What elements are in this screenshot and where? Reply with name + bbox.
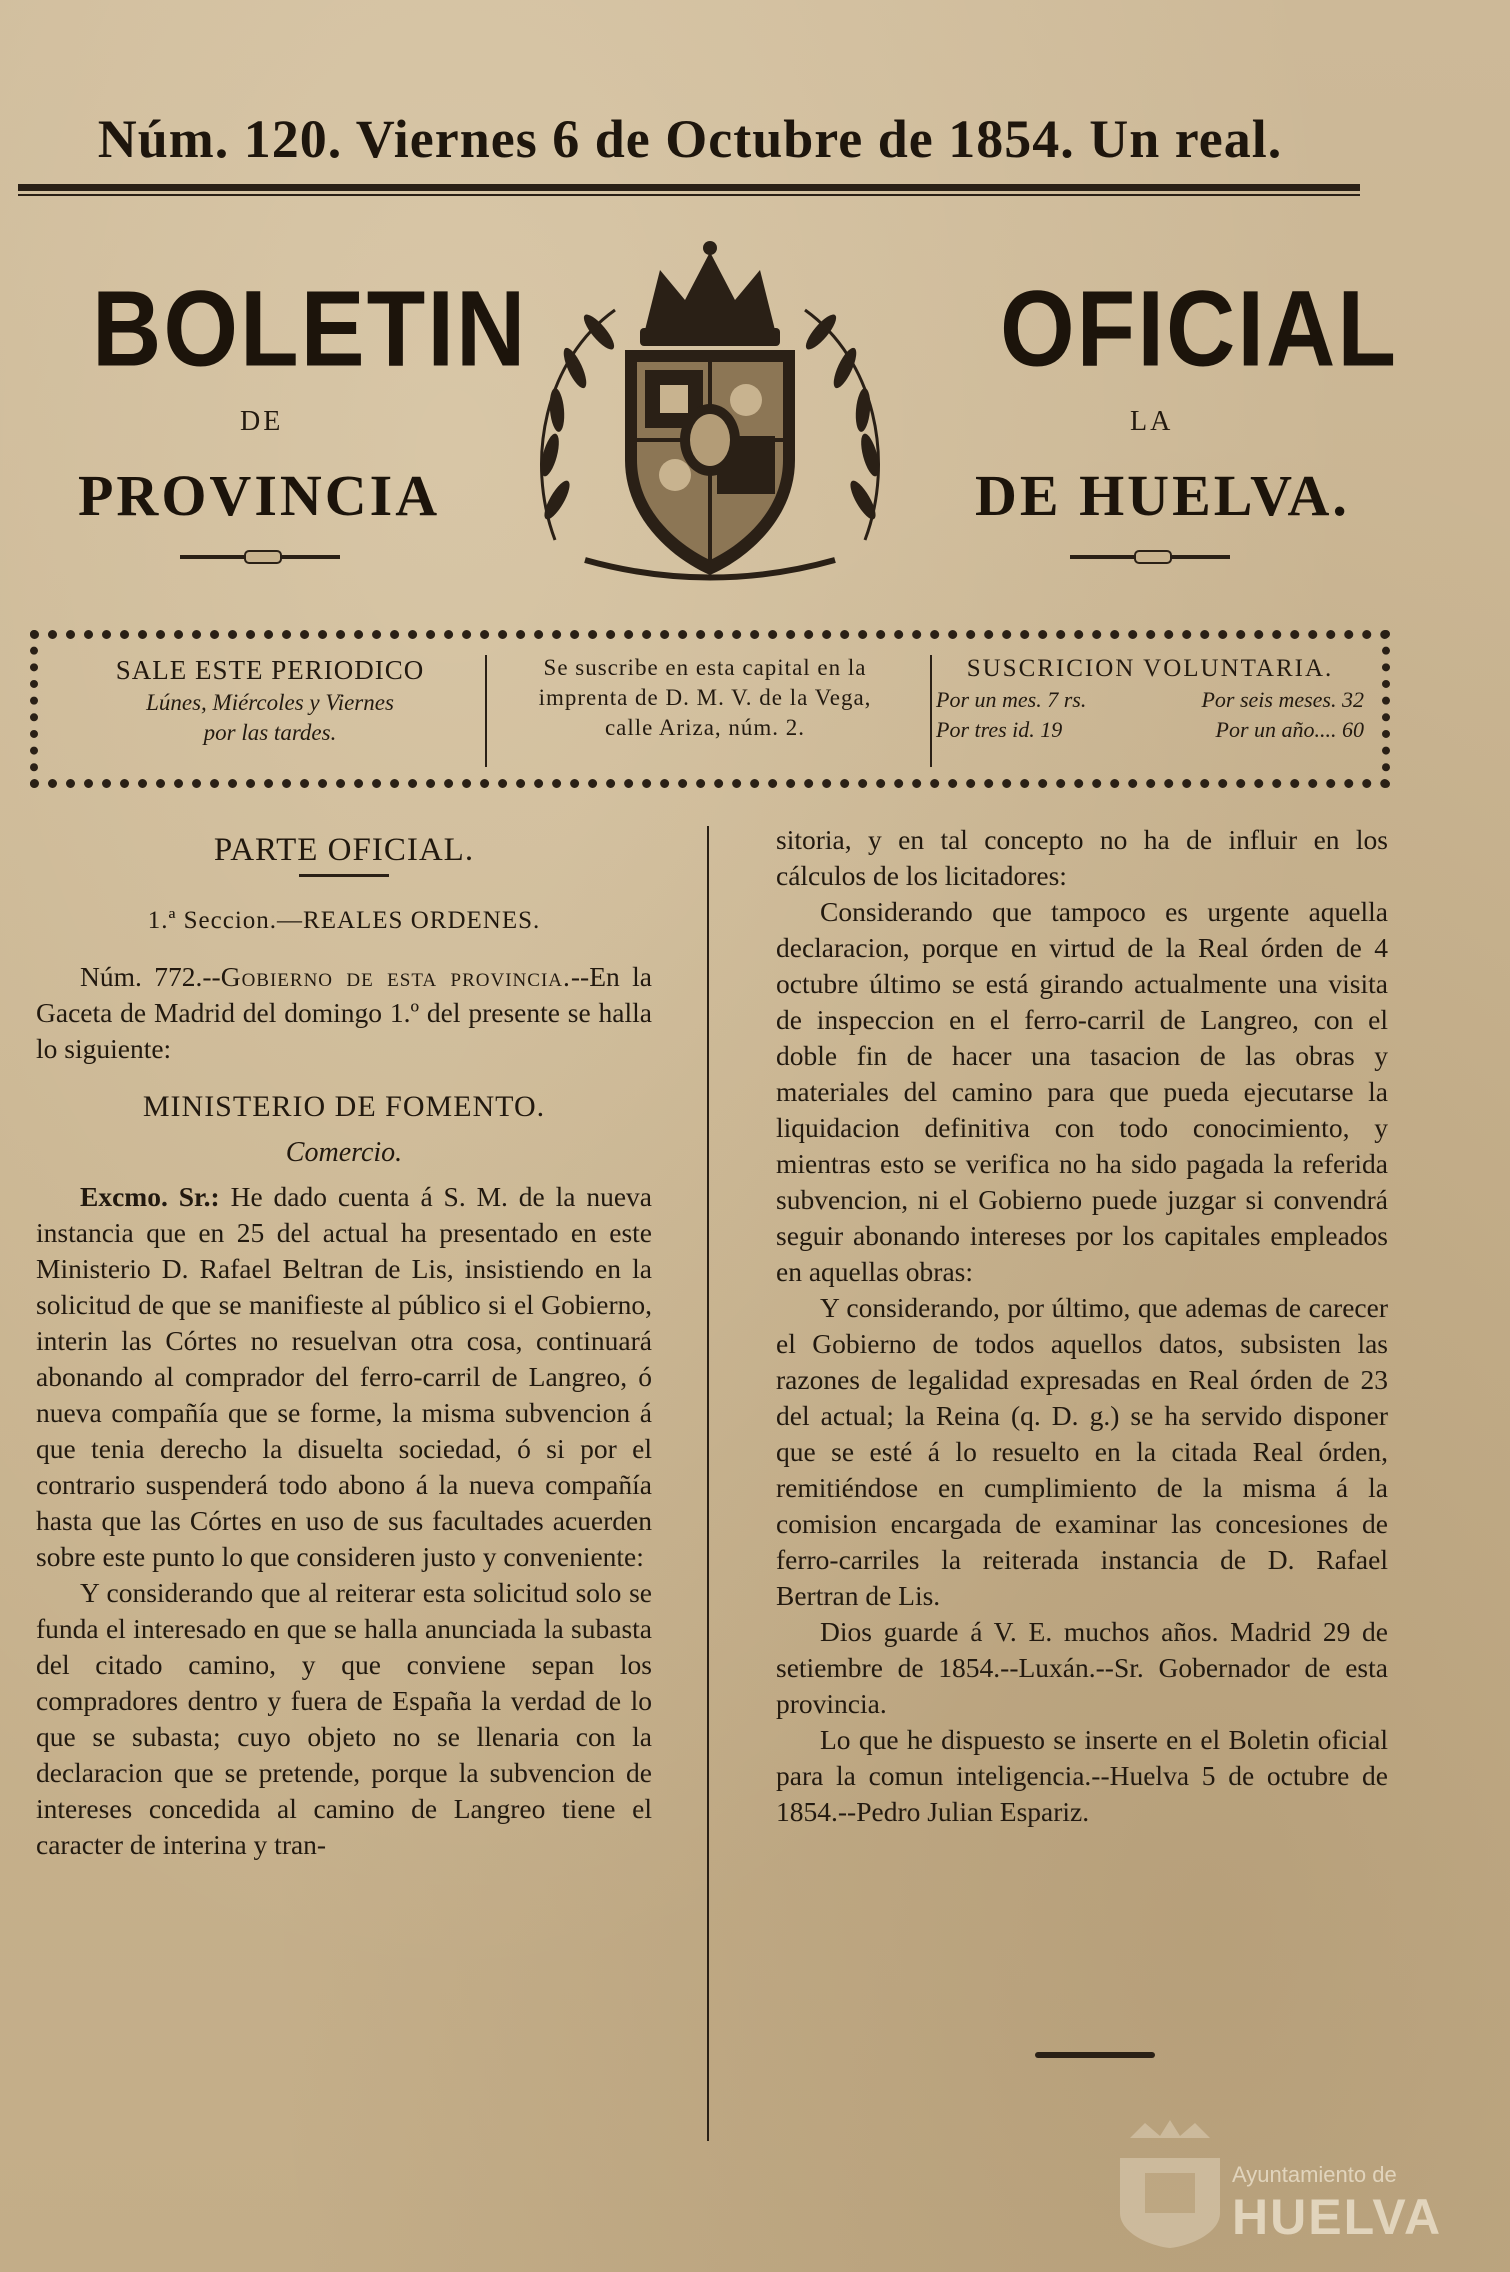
price-three-months: Por tres id. 19 bbox=[936, 717, 1063, 742]
prices-row-2 bbox=[930, 717, 1370, 743]
order-number: Núm. 772.-- bbox=[80, 961, 221, 992]
title-boletin: BOLETIN bbox=[92, 269, 528, 389]
order-intro-text: --En la Gaceta de Madrid del domingo 1.º del presente se halla lo siguiente: bbox=[36, 961, 652, 1064]
price-one-year: Por un año.... 60 bbox=[1215, 717, 1364, 742]
price-six-months: Por seis meses. 32 bbox=[1201, 687, 1364, 712]
schedule-heading: SALE ESTE PERIODICO bbox=[115, 655, 425, 685]
column-rule bbox=[707, 826, 709, 2141]
info-divider-1 bbox=[485, 655, 487, 767]
subsection-heading: 1.ª Seccion.—REALES ORDENES. bbox=[147, 907, 541, 934]
masthead-rule bbox=[18, 184, 1360, 191]
paragraph-1-text: He dado cuenta á S. M. de la nueva instancia que en 25 del actual ha presentado en este Ministerio D. Rafael Beltran de Lis, insistiendo en la solicitud de que se manifieste al público si el Gobierno, interin las Córtes no resuelvan otra cosa, continuará abonando al comprador del ferro-carril de Langreo, ó nueva compañía que se forme, la misma subvencion á que tenia derecho la disuelta sociedad, ó si por el contrario suspenderá todo abono á la nueva compañía hasta que las Córtes en uso de sus facultades acuerden sobre este punto lo que consideren justo y conveniente: bbox=[36, 1181, 653, 1572]
schedule-time: por las tardes. bbox=[203, 720, 337, 745]
subscription-place-line-3: calle Ariza, núm. 2. bbox=[604, 715, 806, 740]
title-de: DE bbox=[240, 406, 284, 437]
subscription-place-line-1: Se suscribe en esta capital en la bbox=[543, 655, 867, 680]
article-publication-note: Lo que he dispuesto se inserte en el Boletin oficial para la comun inteligencia.--Huelva 5 de octubre de 1854.--Pedro Julian Espariz. bbox=[776, 1724, 1388, 1827]
subscription-prices bbox=[930, 655, 1370, 743]
order-source: Gobierno de esta provincia. bbox=[220, 961, 571, 992]
title-la: LA bbox=[1130, 406, 1174, 437]
watermark-city-name: HUELVA bbox=[1232, 2189, 1443, 2245]
ministry-heading: MINISTERIO DE FOMENTO. bbox=[142, 1090, 546, 1123]
section-heading-parte-oficial: PARTE OFICIAL. bbox=[213, 832, 475, 868]
prices-row-1 bbox=[930, 687, 1370, 713]
subscription-place-line-2: imprenta de D. M. V. de la Vega, bbox=[538, 685, 872, 710]
article-paragraph-2: Y considerando que al reiterar esta solicitud solo se funda el interesado en que se halla anunciada la subasta del citado camino, y que conviene sepan los compradores dentro y fuera de España la verdad de lo que se subasta; cuyo objeto no se llenaria con la declaracion que se pretende, porque la subvencion de intereses concedida al camino de Langreo tiene el caracter de interina y tran- bbox=[36, 1577, 652, 1860]
article-paragraph-3: Considerando que tampoco es urgente aquella declaracion, porque en virtud de la Real órden de 4 octubre último se está girando actualmente una visita de inspeccion en el ferro-carril de Langreo, con el doble fin de hacer una tasacion de las obras y materiales del camino para que pueda ejecutarse la liquidacion definitiva con todo conocimiento, y mientras esto se verifica no ha sido pagada la referida subvencion, ni el Gobierno puede juzgar si convendrá seguir abonando intereses por los capitales empleados en aquellas obras: bbox=[776, 896, 1388, 1287]
right-column bbox=[776, 822, 1388, 1830]
order-intro-paragraph bbox=[36, 959, 652, 1067]
article-paragraph-1 bbox=[36, 1179, 652, 1575]
salutation: Excmo. Sr.: bbox=[80, 1181, 220, 1212]
publication-schedule bbox=[60, 655, 480, 746]
section-ornament bbox=[299, 874, 389, 877]
royal-coat-of-arms-icon bbox=[495, 240, 925, 590]
end-ornament bbox=[1035, 2052, 1155, 2058]
article-paragraph-4: Y considerando, por último, que ademas de carecer el Gobierno de todos aquellos datos, subsisten las razones de legalidad expresadas en Real órden de 23 del actual; la Reina (q. D. g.) se ha servido disponer que se esté á lo resuelto en la citada Real órden, remitiéndose en cumplimiento de la misma á la comision encargada de examinar las concesiones de ferro-carriles la reiterada instancia de D. Rafael Bertran de Lis. bbox=[776, 1292, 1388, 1611]
watermark-caption: Ayuntamiento de bbox=[1232, 2162, 1397, 2187]
masthead-rule-thin bbox=[18, 194, 1360, 196]
article-closing: Dios guarde á V. E. muchos años. Madrid 29 de setiembre de 1854.--Luxán.--Sr. Gobernador de esta provincia. bbox=[776, 1616, 1388, 1719]
department-heading: Comercio. bbox=[285, 1137, 403, 1168]
schedule-days: Lúnes, Miércoles y Viernes bbox=[146, 690, 394, 715]
title-de-huelva: DE HUELVA. bbox=[975, 463, 1350, 528]
left-column bbox=[36, 822, 652, 1863]
price-one-month: Por un mes. 7 rs. bbox=[936, 687, 1087, 712]
subscription-place bbox=[490, 655, 920, 745]
issue-dateline: Núm. 120. Viernes 6 de Octubre de 1854. Un real. bbox=[97, 109, 1283, 169]
article-paragraph-2-continued: sitoria, y en tal concepto no ha de influir en los cálculos de los licitadores: bbox=[776, 824, 1388, 891]
prices-heading: SUSCRICION VOLUNTARIA. bbox=[966, 655, 1334, 682]
title-provincia: PROVINCIA bbox=[78, 463, 441, 528]
title-oficial: OFICIAL bbox=[1000, 269, 1398, 389]
ornament-left-knot bbox=[244, 550, 282, 564]
ornament-right-knot bbox=[1134, 550, 1172, 564]
